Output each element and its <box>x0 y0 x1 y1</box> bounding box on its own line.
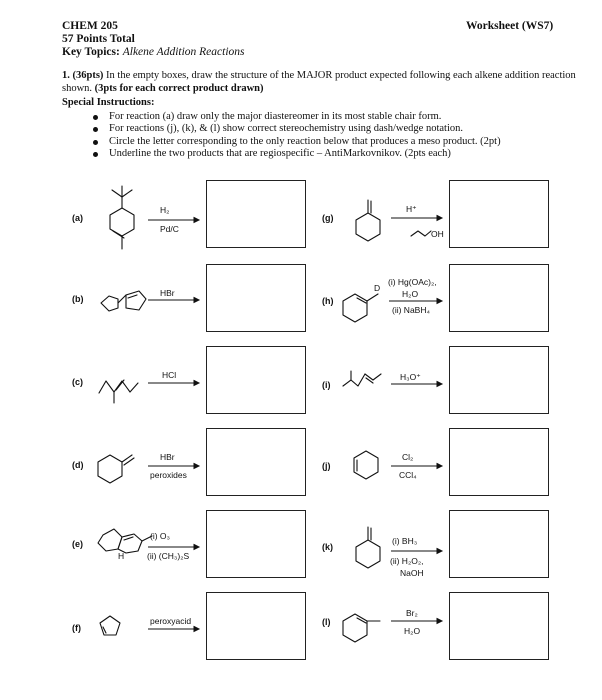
reagent-a-below: Pd/C <box>160 224 179 234</box>
answer-box-b[interactable] <box>206 264 306 332</box>
course-title: CHEM 205 <box>62 20 118 32</box>
reagent-h-below: (ii) NaBH₄ <box>392 305 430 315</box>
reaction-label-a[interactable]: (a) <box>72 213 83 223</box>
reagent-f-above: peroxyacid <box>150 616 192 626</box>
reagent-l-above: Br₂ <box>406 608 418 618</box>
reagent-a-above: H₂ <box>160 205 170 215</box>
reagent-i-above: H₃O⁺ <box>400 372 421 382</box>
structure-a <box>110 186 134 249</box>
worksheet-id: Worksheet (WS7) <box>466 20 554 32</box>
question-body: In the empty boxes, draw the structure of the MAJOR product expected following each alkene addition reaction shown. <box>62 70 576 94</box>
reagent-l-below: H₂O <box>404 626 421 636</box>
answer-box-h[interactable] <box>449 264 549 332</box>
reagent-c-above: HCl <box>162 370 177 380</box>
reaction-label-f[interactable]: (f) <box>72 623 81 633</box>
reaction-label-k[interactable]: (k) <box>322 542 333 552</box>
reagent-g-above: H⁺ <box>406 204 417 214</box>
answer-box-g[interactable] <box>449 180 549 248</box>
reagent-j-above: Cl₂ <box>402 452 414 462</box>
reaction-label-g[interactable]: (g) <box>322 213 334 223</box>
reagent-g-oh: OH <box>431 229 444 239</box>
reaction-label-e[interactable]: (e) <box>72 539 83 549</box>
reagent-k-below1: (ii) H₂O₂, <box>390 556 424 566</box>
question-points: 1. (36pts) <box>62 70 104 81</box>
reaction-label-i[interactable]: (i) <box>322 380 331 390</box>
key-topics-value: Alkene Addition Reactions <box>122 46 245 58</box>
structure-l <box>343 614 380 642</box>
structure-e <box>98 529 152 553</box>
reaction-label-l[interactable]: (l) <box>322 617 331 627</box>
structure-j <box>354 451 378 479</box>
question-scoring: (3pts for each correct product drawn) <box>94 82 264 94</box>
reagent-k-below2: NaOH <box>400 568 424 578</box>
instruction-item: For reactions (j), (k), & (l) show correct stereochemistry using dash/wedge notation. <box>92 123 592 135</box>
answer-box-f[interactable] <box>206 592 306 660</box>
answer-box-l[interactable] <box>449 592 549 660</box>
reaction-label-j[interactable]: (j) <box>322 461 331 471</box>
structure-g <box>356 200 380 241</box>
reagent-e-below: (ii) (CH₃)₂S <box>147 551 190 561</box>
structure-b <box>101 291 146 311</box>
atom-label-e: H <box>118 551 125 561</box>
structure-d <box>98 455 134 483</box>
reagent-d-below: peroxides <box>150 470 187 480</box>
reaction-label-b[interactable]: (b) <box>72 294 84 304</box>
structure-f <box>100 616 120 635</box>
structure-c <box>99 380 138 403</box>
points-total: 57 Points Total <box>62 33 135 45</box>
answer-box-j[interactable] <box>449 428 549 496</box>
reagent-k-above: (i) BH₃ <box>392 536 418 546</box>
answer-box-a[interactable] <box>206 180 306 248</box>
reagent-b-above: HBr <box>160 288 175 298</box>
reaction-label-h[interactable]: (h) <box>322 296 334 306</box>
answer-box-c[interactable] <box>206 346 306 414</box>
reaction-label-d[interactable]: (d) <box>72 460 84 470</box>
reagent-j-below: CCl₄ <box>399 470 417 480</box>
structure-i <box>343 371 381 386</box>
answer-box-e[interactable] <box>206 510 306 578</box>
instruction-item: For reaction (a) draw only the major diastereomer in its most stable chair form. <box>92 111 592 123</box>
reagent-e-above: (i) O₃ <box>150 531 170 541</box>
answer-box-k[interactable] <box>449 510 549 578</box>
special-instructions-title: Special Instructions: <box>62 97 155 108</box>
reaction-label-c[interactable]: (c) <box>72 377 83 387</box>
reagent-h-above2: H₂O <box>402 289 419 299</box>
atom-label-h: D <box>374 283 381 293</box>
structure-k <box>356 527 380 568</box>
reagent-d-above: HBr <box>160 452 175 462</box>
key-topics-label: Key Topics: <box>62 46 120 58</box>
instruction-item: Underline the two products that are regiospecific – AntiMarkovnikov. (2pts each) <box>92 148 592 160</box>
structure-h <box>343 294 378 322</box>
answer-box-d[interactable] <box>206 428 306 496</box>
reagent-h-above1: (i) Hg(OAc)₂, <box>388 277 437 287</box>
instruction-item: Circle the letter corresponding to the only reaction below that produces a meso product. (2pt) <box>92 136 592 148</box>
answer-box-i[interactable] <box>449 346 549 414</box>
